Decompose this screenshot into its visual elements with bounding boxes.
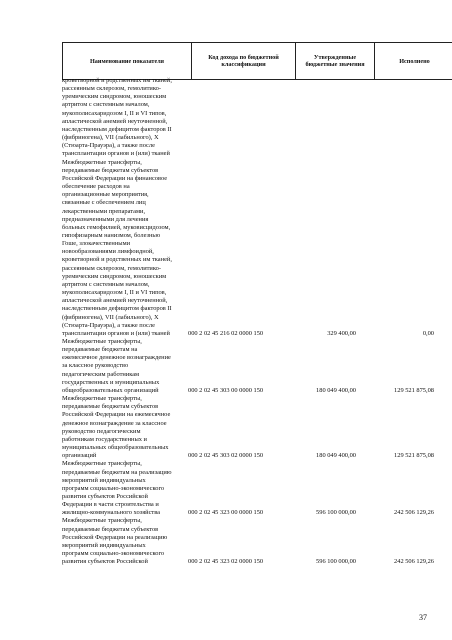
row-name: кроветворной и родственных им тканей, рассеянным склерозом, гемолитико- уремическим синдромом, юношеским артритом с системным началом, мукополисахаридозом I, II и VI типов, апластической анемией неуточненной, наследственным дефицитом факторов II (фибриногена), VII (лабильного), X (Стюарта-Прауэра), а также после трансплантации органов и (или) тканей xyxy=(62,77,172,158)
row-code: 000 2 02 45 303 00 0000 150 xyxy=(188,386,264,394)
row-code: 000 2 02 45 216 02 0000 150 xyxy=(188,329,264,337)
table-row xyxy=(62,159,434,338)
row-exec: 129 521 875,08 xyxy=(394,452,434,460)
row-name: Межбюджетные трансферты, передаваемые бюджетам на ежемесячное денежное вознаграждение за классное руководство педагогическим работникам государственных и муниципальных общеобразовательных организаций xyxy=(62,338,171,394)
row-name: Межбюджетные трансферты, передаваемые бюджетам субъектов Российской Федерации на финансовое обеспечение расходов на организационные мероприятия, связанные с обеспечением лиц лекарственными препаратами, предназначенными для лечения больных гемофилией, муковисцидозом, гипофизарным нанизмом, болезнью Гоше, злокачественными новообразованиями лимфоидной, кроветворной и родственных им тканей, рассеянным склерозом, гемолитико- уремическим синдромом, юношеским артритом с системным началом, мукополисахаридозом I, II и VI типов, апластической анемией неуточненной, наследственным дефицитом факторов II (фибриногена), VII (лабильного), X (Стюарта-Прауэра), а также после трансплантации органов и (или) тканей xyxy=(62,158,172,337)
row-plan: 329 400,00 xyxy=(327,329,356,337)
header-name: Наименование показателя xyxy=(63,43,192,80)
row-plan: 596 100 000,00 xyxy=(316,558,356,566)
row-code: 000 2 02 45 303 02 0000 150 xyxy=(188,452,264,460)
header-plan: Утвержденные бюджетные значения xyxy=(296,43,375,80)
report-table-header xyxy=(62,42,452,80)
row-name: Межбюджетные трансферты, передаваемые бюджетам на реализацию мероприятий индивидуальных программ социально-экономического развития субъектов Российской Федерации в части строительства и жилищно-коммунального хозяйства xyxy=(62,460,172,517)
row-exec: 0,00 xyxy=(422,329,434,337)
header-exec: Исполнено xyxy=(375,43,452,80)
page-number: 37 xyxy=(419,613,427,622)
table-row xyxy=(62,338,434,395)
table-header-row xyxy=(63,43,452,80)
table-row xyxy=(62,460,434,517)
row-code: 000 2 02 45 323 00 0000 150 xyxy=(188,509,264,517)
report-table-body xyxy=(62,77,434,566)
row-code: 000 2 02 45 323 02 0000 150 xyxy=(188,558,264,566)
table-row xyxy=(62,77,434,159)
row-exec: 242 506 129,26 xyxy=(394,558,434,566)
row-name: Межбюджетные трансферты, передаваемые бюджетам субъектов Российской Федерации на реализацию мероприятий индивидуальных программ социально-экономического развития субъектов Российской xyxy=(62,517,168,566)
row-exec: 129 521 875,08 xyxy=(394,386,434,394)
row-plan: 596 100 000,00 xyxy=(316,509,356,517)
table-row xyxy=(62,395,434,460)
row-plan: 180 049 400,00 xyxy=(316,386,356,394)
row-exec: 242 506 129,26 xyxy=(394,509,434,517)
row-plan: 180 049 400,00 xyxy=(316,452,356,460)
header-code: Код дохода по бюджетной классификации xyxy=(192,43,296,80)
table-row xyxy=(62,517,434,566)
row-name: Межбюджетные трансферты, передаваемые бюджетам субъектов Российской Федерации на ежемесячное денежное вознаграждение за классное руководство педагогическим работникам государственных и муниципальных общеобразовательных организаций xyxy=(62,395,171,460)
